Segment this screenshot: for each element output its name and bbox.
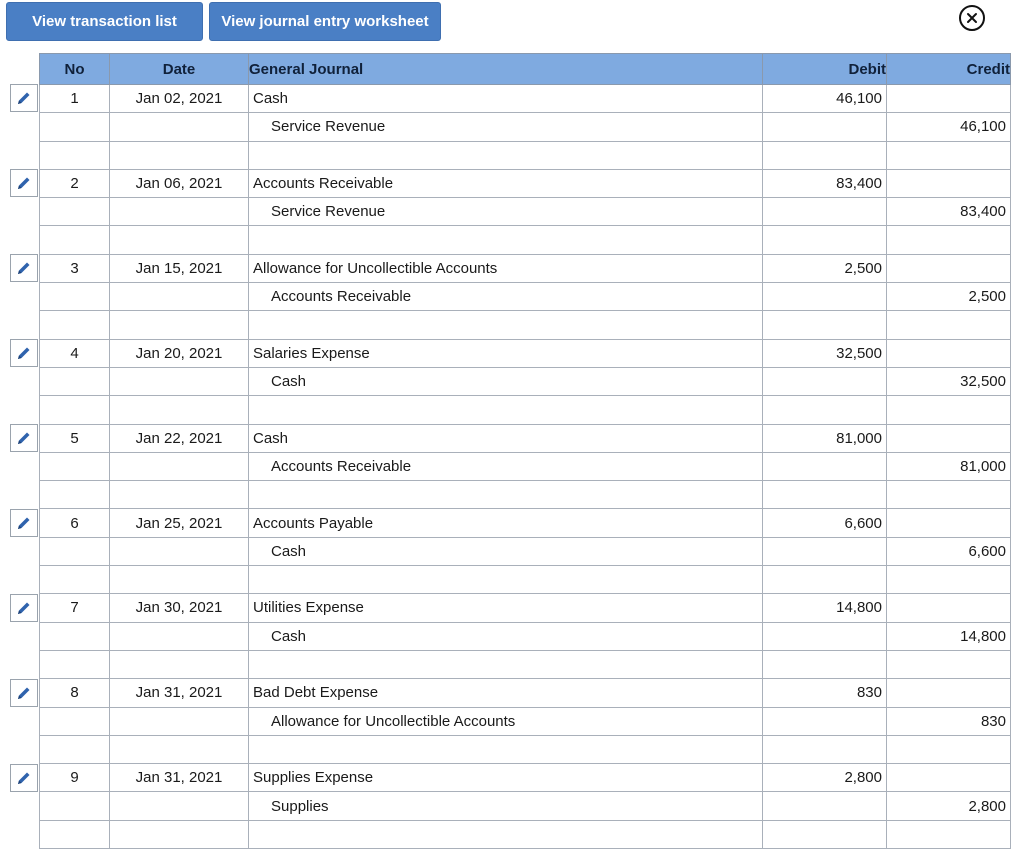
table-row — [40, 198, 1011, 226]
table-row — [40, 679, 1011, 707]
table-row-blank — [40, 141, 1011, 169]
cell-account: Bad Debt Expense — [249, 679, 763, 707]
cell-no: 2 — [40, 169, 110, 197]
table-row — [40, 509, 1011, 537]
cell-debit: 83,400 — [763, 169, 887, 197]
cell-date — [110, 396, 249, 424]
table-row-blank — [40, 311, 1011, 339]
cell-credit — [887, 311, 1011, 339]
edit-entry-button[interactable] — [10, 679, 38, 707]
cell-no — [40, 283, 110, 311]
cell-account: Allowance for Uncollectible Accounts — [249, 254, 763, 282]
view-journal-entry-worksheet-button[interactable]: View journal entry worksheet — [209, 2, 441, 41]
cell-date — [110, 537, 249, 565]
cell-debit: 14,800 — [763, 594, 887, 622]
cell-no: 4 — [40, 339, 110, 367]
cell-credit — [887, 481, 1011, 509]
cell-account: Supplies Expense — [249, 764, 763, 792]
cell-no — [40, 622, 110, 650]
cell-credit — [887, 85, 1011, 113]
table-row — [40, 792, 1011, 820]
table-row — [40, 339, 1011, 367]
cell-date: Jan 20, 2021 — [110, 339, 249, 367]
cell-debit — [763, 452, 887, 480]
cell-no — [40, 396, 110, 424]
cell-debit: 32,500 — [763, 339, 887, 367]
pencil-icon — [16, 345, 32, 361]
cell-credit — [887, 650, 1011, 678]
cell-debit — [763, 113, 887, 141]
cell-debit — [763, 735, 887, 763]
cell-no — [40, 566, 110, 594]
cell-debit — [763, 198, 887, 226]
cell-credit: 6,600 — [887, 537, 1011, 565]
table-row-blank — [40, 481, 1011, 509]
cell-account — [249, 396, 763, 424]
cell-debit: 46,100 — [763, 85, 887, 113]
table-row — [40, 113, 1011, 141]
cell-account: Accounts Receivable — [249, 283, 763, 311]
cell-credit — [887, 141, 1011, 169]
pencil-icon — [16, 685, 32, 701]
table-row — [40, 452, 1011, 480]
cell-no — [40, 141, 110, 169]
pencil-icon — [16, 515, 32, 531]
cell-debit — [763, 226, 887, 254]
edit-entry-button[interactable] — [10, 509, 38, 537]
cell-debit — [763, 481, 887, 509]
cell-account: Service Revenue — [249, 113, 763, 141]
cell-credit — [887, 396, 1011, 424]
table-row — [40, 707, 1011, 735]
cell-credit — [887, 226, 1011, 254]
cell-credit: 14,800 — [887, 622, 1011, 650]
pencil-icon — [16, 260, 32, 276]
pencil-icon — [16, 175, 32, 191]
cell-credit — [887, 424, 1011, 452]
edit-entry-button[interactable] — [10, 764, 38, 792]
cell-date — [110, 566, 249, 594]
column-header-debit: Debit — [763, 54, 887, 85]
cell-no — [40, 792, 110, 820]
cell-credit — [887, 254, 1011, 282]
cell-no: 8 — [40, 679, 110, 707]
pencil-icon — [16, 430, 32, 446]
cell-credit — [887, 594, 1011, 622]
cell-no: 9 — [40, 764, 110, 792]
cell-credit: 83,400 — [887, 198, 1011, 226]
cell-no — [40, 650, 110, 678]
cell-date: Jan 25, 2021 — [110, 509, 249, 537]
cell-account — [249, 481, 763, 509]
cell-no: 6 — [40, 509, 110, 537]
cell-no — [40, 452, 110, 480]
cell-credit — [887, 509, 1011, 537]
cell-date — [110, 198, 249, 226]
table-row — [40, 764, 1011, 792]
cell-account — [249, 650, 763, 678]
cell-no — [40, 367, 110, 395]
table-row — [40, 169, 1011, 197]
table-row — [40, 424, 1011, 452]
cell-debit — [763, 367, 887, 395]
cell-no — [40, 735, 110, 763]
cell-credit — [887, 339, 1011, 367]
table-row — [40, 367, 1011, 395]
cell-debit — [763, 141, 887, 169]
cell-debit — [763, 537, 887, 565]
cell-no: 1 — [40, 85, 110, 113]
cell-date — [110, 452, 249, 480]
cell-credit — [887, 735, 1011, 763]
table-row — [40, 254, 1011, 282]
cell-account — [249, 566, 763, 594]
table-row-blank — [40, 650, 1011, 678]
cell-debit — [763, 396, 887, 424]
cell-credit: 2,500 — [887, 283, 1011, 311]
cell-debit: 81,000 — [763, 424, 887, 452]
cell-date: Jan 02, 2021 — [110, 85, 249, 113]
cell-credit — [887, 169, 1011, 197]
cell-credit: 81,000 — [887, 452, 1011, 480]
cell-no — [40, 311, 110, 339]
table-row-blank — [40, 566, 1011, 594]
column-header-date: Date — [110, 54, 249, 85]
cell-credit: 830 — [887, 707, 1011, 735]
cell-debit: 2,500 — [763, 254, 887, 282]
edit-entry-button[interactable] — [10, 424, 38, 452]
cell-credit — [887, 820, 1011, 848]
cell-account: Supplies — [249, 792, 763, 820]
cell-debit — [763, 707, 887, 735]
cell-date — [110, 707, 249, 735]
cell-account: Cash — [249, 537, 763, 565]
cell-debit — [763, 283, 887, 311]
journal-body — [40, 85, 1011, 849]
cell-date: Jan 15, 2021 — [110, 254, 249, 282]
cell-debit: 830 — [763, 679, 887, 707]
cell-account — [249, 735, 763, 763]
edit-entry-button[interactable] — [10, 594, 38, 622]
cell-account: Cash — [249, 622, 763, 650]
table-row-blank — [40, 820, 1011, 848]
cell-debit — [763, 650, 887, 678]
table-row — [40, 283, 1011, 311]
cell-date — [110, 481, 249, 509]
table-row — [40, 85, 1011, 113]
cell-account: Salaries Expense — [249, 339, 763, 367]
cell-date — [110, 650, 249, 678]
view-transaction-list-button[interactable]: View transaction list — [6, 2, 203, 41]
table-header-row — [40, 54, 1011, 85]
cell-account: Service Revenue — [249, 198, 763, 226]
cell-date — [110, 226, 249, 254]
cell-credit — [887, 679, 1011, 707]
cell-date — [110, 311, 249, 339]
cell-date: Jan 22, 2021 — [110, 424, 249, 452]
pencil-icon — [16, 600, 32, 616]
cell-account — [249, 820, 763, 848]
table-row — [40, 537, 1011, 565]
cell-date: Jan 31, 2021 — [110, 764, 249, 792]
cell-date: Jan 30, 2021 — [110, 594, 249, 622]
cell-credit — [887, 566, 1011, 594]
cell-credit: 2,800 — [887, 792, 1011, 820]
column-header-credit: Credit — [887, 54, 1011, 85]
cell-account: Accounts Payable — [249, 509, 763, 537]
cell-date — [110, 283, 249, 311]
edit-entry-button[interactable] — [10, 84, 38, 112]
cell-no: 5 — [40, 424, 110, 452]
cell-debit — [763, 792, 887, 820]
cell-no — [40, 481, 110, 509]
cell-account: Utilities Expense — [249, 594, 763, 622]
close-icon[interactable] — [959, 5, 985, 31]
edit-entry-button[interactable] — [10, 339, 38, 367]
cell-date — [110, 735, 249, 763]
cell-date: Jan 06, 2021 — [110, 169, 249, 197]
cell-no — [40, 113, 110, 141]
cell-account: Allowance for Uncollectible Accounts — [249, 707, 763, 735]
cell-account: Cash — [249, 85, 763, 113]
cell-credit: 46,100 — [887, 113, 1011, 141]
edit-entry-button[interactable] — [10, 169, 38, 197]
cell-account: Cash — [249, 424, 763, 452]
cell-account: Accounts Receivable — [249, 169, 763, 197]
table-row-blank — [40, 735, 1011, 763]
cell-debit — [763, 566, 887, 594]
cell-date: Jan 31, 2021 — [110, 679, 249, 707]
cell-date — [110, 113, 249, 141]
column-header-general-journal: General Journal — [249, 54, 763, 85]
cell-account: Cash — [249, 367, 763, 395]
edit-entry-button[interactable] — [10, 254, 38, 282]
general-journal-table — [39, 53, 1011, 849]
table-row — [40, 622, 1011, 650]
cell-date — [110, 622, 249, 650]
cell-account — [249, 311, 763, 339]
cell-no — [40, 707, 110, 735]
cell-credit — [887, 764, 1011, 792]
cell-no: 3 — [40, 254, 110, 282]
cell-debit: 6,600 — [763, 509, 887, 537]
cell-account — [249, 141, 763, 169]
table-row-blank — [40, 226, 1011, 254]
cell-debit — [763, 622, 887, 650]
cell-no: 7 — [40, 594, 110, 622]
cell-account: Accounts Receivable — [249, 452, 763, 480]
cell-date — [110, 792, 249, 820]
cell-no — [40, 537, 110, 565]
cell-account — [249, 226, 763, 254]
cell-no — [40, 820, 110, 848]
cell-date — [110, 141, 249, 169]
cell-debit — [763, 820, 887, 848]
cell-debit — [763, 311, 887, 339]
cell-credit: 32,500 — [887, 367, 1011, 395]
table-row-blank — [40, 396, 1011, 424]
cell-date — [110, 367, 249, 395]
column-header-no: No — [40, 54, 110, 85]
pencil-icon — [16, 770, 32, 786]
cell-date — [110, 820, 249, 848]
cell-no — [40, 226, 110, 254]
cell-debit: 2,800 — [763, 764, 887, 792]
cell-no — [40, 198, 110, 226]
pencil-icon — [16, 90, 32, 106]
table-row — [40, 594, 1011, 622]
